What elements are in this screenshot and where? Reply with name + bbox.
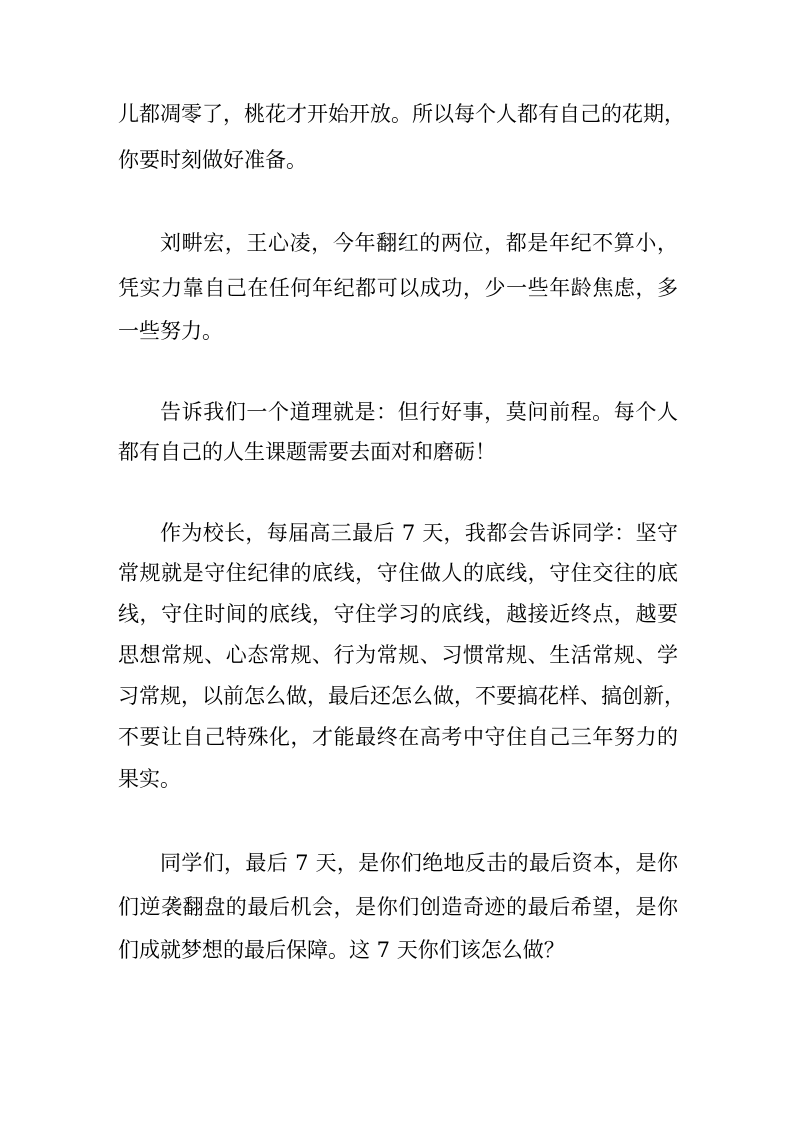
paragraph-3-line-2: 都有自己的人生课题需要去面对和磨砺！ xyxy=(118,440,496,464)
paragraph-4-line-7: 果实。 xyxy=(118,767,181,791)
paragraph-1-line-1: 儿都凋零了，桃花才开始开放。所以每个人都有自己的花期， xyxy=(118,102,685,126)
paragraph-4-line-1: 作为校长，每届高三最后 7 天，我都会告诉同学：坚守 xyxy=(160,521,678,545)
paragraph-5-line-3: 们成就梦想的最后保障。这 7 天你们该怎么做？ xyxy=(118,938,565,962)
paragraph-4-line-6: 不要让自己特殊化，才能最终在高考中守住自己三年努力的 xyxy=(118,725,678,749)
paragraph-5-line-1: 同学们，最后 7 天，是你们绝地反击的最后资本，是你 xyxy=(160,851,678,875)
paragraph-4-line-5: 习常规，以前怎么做，最后还怎么做，不要搞花样、搞创新， xyxy=(118,684,685,708)
paragraph-2-line-2: 凭实力靠自己在任何年纪都可以成功，少一些年龄焦虑，多 xyxy=(118,276,678,300)
paragraph-4-line-2: 常规就是守住纪律的底线，守住做人的底线，守住交往的底 xyxy=(118,561,678,585)
paragraph-4-line-3: 线，守住时间的底线，守住学习的底线，越接近终点，越要 xyxy=(118,602,678,626)
paragraph-1-line-2: 你要时刻做好准备。 xyxy=(118,148,307,172)
paragraph-5-line-2: 们逆袭翻盘的最后机会，是你们创造奇迹的最后希望，是你 xyxy=(118,895,678,919)
paragraph-2-line-1: 刘畊宏，王心凌，今年翻红的两位，都是年纪不算小， xyxy=(160,231,678,255)
paragraph-2-line-3: 一些努力。 xyxy=(118,319,223,343)
paragraph-4-line-4: 思想常规、心态常规、行为常规、习惯常规、生活常规、学 xyxy=(118,643,678,667)
paragraph-3-line-1: 告诉我们一个道理就是：但行好事，莫问前程。每个人 xyxy=(160,400,678,424)
